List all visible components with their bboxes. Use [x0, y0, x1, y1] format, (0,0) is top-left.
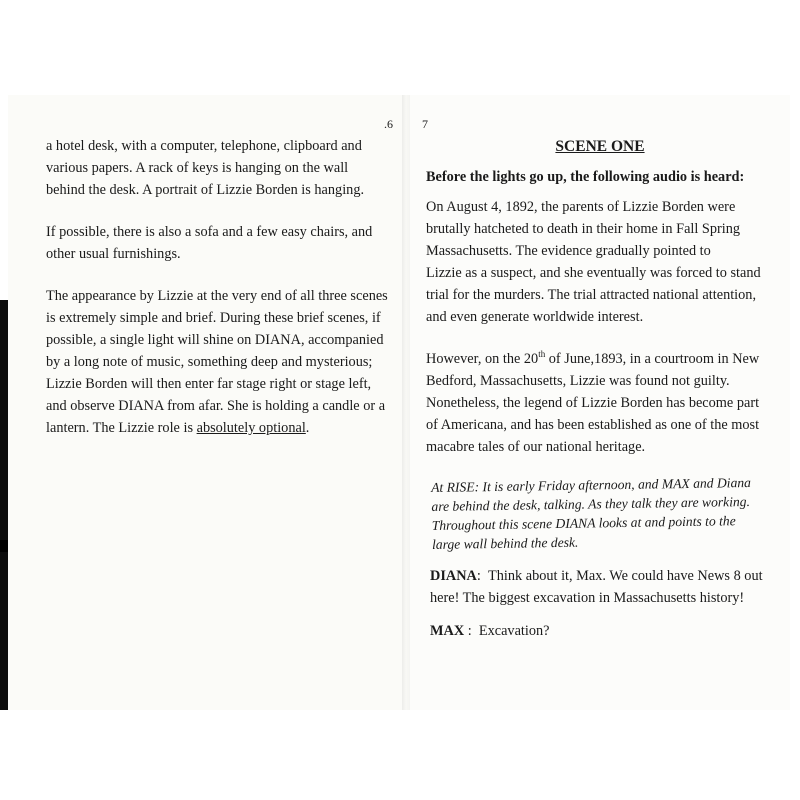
text-line: Lizzie as a suspect, and she eventually was forced to stand [426, 265, 761, 281]
text-line: possible, a single light will shine on DIANA, accompanied [46, 332, 384, 348]
text-line: is extremely simple and brief. During these brief scenes, if [46, 310, 381, 326]
text-line: behind the desk. A portrait of Lizzie Borden is hanging. [46, 182, 365, 198]
speaker-name: DIANA [430, 568, 477, 584]
stage-direction-block [431, 473, 775, 554]
text-line [430, 565, 774, 587]
text-line [426, 348, 774, 370]
text-line: of Americana, and has been established as one of the most [426, 417, 760, 433]
text-line: macabre tales of our national heritage. [426, 439, 646, 455]
text-line: At RISE: It is early Friday afternoon, and MAX and Diana [431, 474, 752, 495]
text-line: Bedford, Massachusetts, Lizzie was found not guilty. [426, 373, 730, 389]
audio-heading: Before the lights go up, the following audio is heard: [426, 169, 745, 185]
lizzie-appearance-paragraph [46, 285, 398, 439]
scene-title: SCENE ONE [555, 138, 645, 155]
text-line: On August 4, 1892, the parents of Lizzie Borden were [426, 199, 736, 215]
ordinal-suffix: th [538, 349, 546, 360]
text-line: and even generate worldwide interest. [426, 309, 644, 325]
text-line: brutally hatcheted to death in their home in Fall Spring [426, 221, 741, 237]
right-page-text [426, 135, 774, 642]
scan-edge-shadow [0, 300, 8, 710]
text-line: Throughout this scene DIANA looks at and points to the [431, 513, 736, 533]
stage-direction [426, 474, 774, 554]
optional-role-underlined: absolutely optional [196, 420, 306, 436]
dialogue-text: Think about it, Max. We could have News 8 out [488, 568, 763, 584]
left-page-number: .6 [384, 117, 393, 131]
text-line: and observe DIANA from afar. She is holding a candle or a [46, 398, 386, 414]
text-line: large wall behind the desk. [431, 534, 579, 552]
setting-paragraph [46, 135, 398, 201]
text-line: Lizzie Borden will then enter far stage right or stage left, [46, 376, 372, 392]
text-line: If possible, there is also a sofa and a few easy chairs, and [46, 224, 373, 240]
text-line: a hotel desk, with a computer, telephone, clipboard and [46, 138, 362, 154]
speaker-separator: : [464, 623, 472, 639]
dialogue-text: Excavation? [478, 623, 550, 639]
text-fragment: lantern. The Lizzie role is [46, 420, 197, 436]
left-page-text [46, 135, 398, 439]
dialogue-diana [426, 565, 774, 609]
text-line: Massachusetts. The evidence gradually pointed to [426, 243, 711, 259]
text-fragment: However, on the 20 [426, 351, 539, 367]
text-line: trial for the murders. The trial attracted national attention, [426, 287, 757, 303]
text-line: Nonetheless, the legend of Lizzie Borden has become part [426, 395, 760, 411]
audio-paragraph-verdict [426, 348, 774, 458]
text-line: The appearance by Lizzie at the very end of all three scenes [46, 288, 388, 304]
text-fragment: of June,1893, in a courtroom in New [545, 351, 760, 367]
text-line: are behind the desk, talking. As they talk they are working. [431, 493, 751, 514]
text-line: by a long note of music, something deep and mysterious; [46, 354, 373, 370]
speaker-name: MAX [430, 623, 465, 639]
text-line [46, 417, 398, 439]
text-line: here! The biggest excavation in Massachusetts history! [430, 590, 745, 606]
furnishings-paragraph [46, 221, 398, 265]
audio-paragraph-history [426, 196, 774, 328]
right-page-number: 7 [422, 117, 428, 131]
text-line: other usual furnishings. [46, 246, 181, 262]
text-line: various papers. A rack of keys is hanging on the wall [46, 160, 349, 176]
text-fragment: . [305, 420, 310, 436]
dialogue-max [426, 620, 774, 642]
speaker-separator: : [476, 568, 481, 584]
text-line [430, 620, 774, 642]
